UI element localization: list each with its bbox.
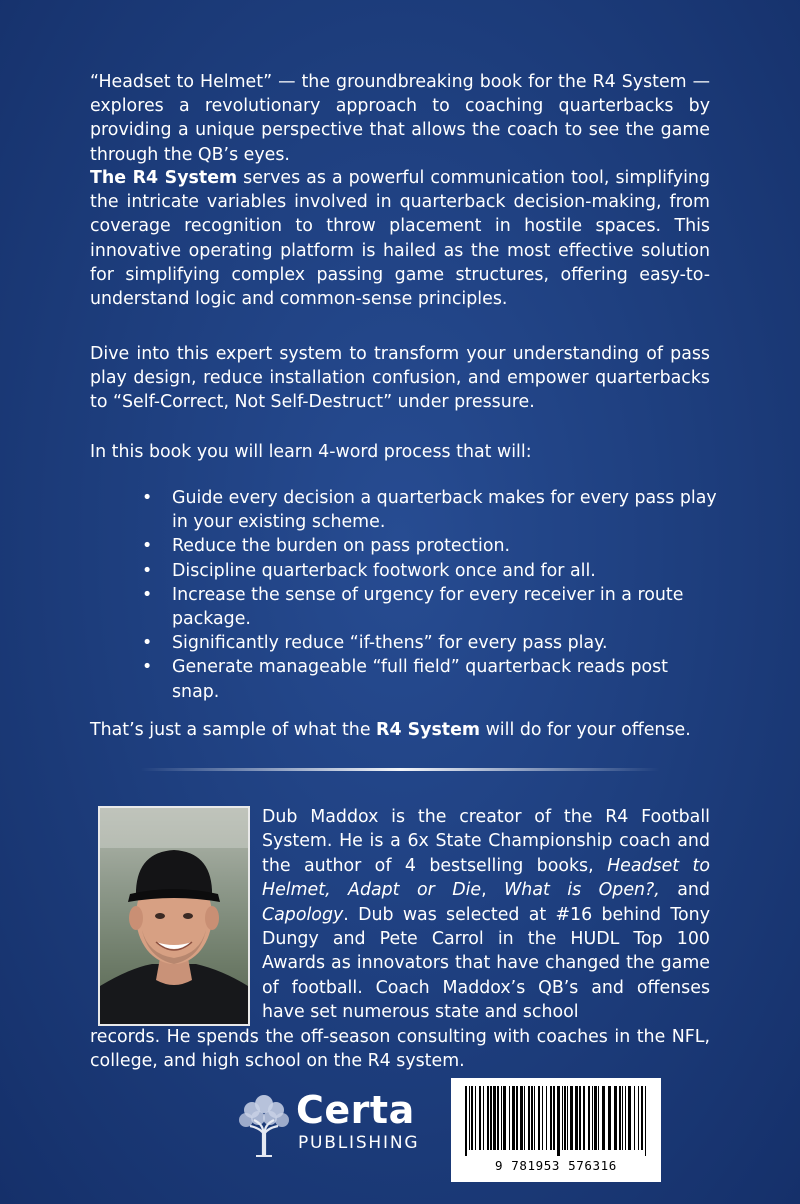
author-bio-continued: records. He spends the off-season consulting with coaches in the NFL, college, and high school on the R4 system.	[90, 1027, 710, 1072]
barcode-bar	[608, 1086, 611, 1150]
barcode-bar	[634, 1086, 635, 1150]
barcode-bar	[483, 1086, 484, 1150]
list-item-text: Reduce the burden on pass protection.	[172, 536, 511, 557]
publisher-logo	[236, 1088, 426, 1158]
list-item	[140, 631, 720, 655]
author-bio-text: Dub Maddox is the creator of the R4 Football System. He is a 6x State Championship coach and the author of 4 bestselling books,	[262, 807, 710, 876]
barcode-bar	[579, 1086, 581, 1150]
barcode-bar	[575, 1086, 578, 1150]
separator: ,	[481, 880, 505, 901]
barcode-bar	[469, 1086, 470, 1150]
barcode-bar	[598, 1086, 599, 1150]
barcode-bar	[465, 1086, 467, 1156]
barcode-bar	[524, 1086, 525, 1150]
barcode-bar	[588, 1086, 590, 1150]
barcode-bar	[557, 1086, 560, 1156]
author-bio-text: . Dub was selected at #16 behind Tony Dungy and Pete Carrol in the HUDL Top 100 Awards as innovators that have changed the game of football. Coach Maddox’s QB’s and offenses have set numerous state and school	[262, 904, 710, 1023]
divider	[140, 768, 660, 771]
closing-line	[90, 718, 710, 742]
r4-system-bold: The R4 System	[90, 168, 238, 188]
barcode-bar	[497, 1086, 499, 1150]
barcode-bar	[475, 1086, 476, 1150]
barcode-bar	[546, 1086, 547, 1150]
barcode-bar	[471, 1086, 473, 1150]
barcode-bar	[641, 1086, 643, 1150]
list-item	[140, 486, 720, 534]
author-photo	[98, 806, 250, 1026]
list-item-text: Guide every decision a quarterback makes for every pass play in your existing scheme.	[172, 488, 717, 533]
bullet-icon: •	[142, 657, 153, 678]
isbn-number: 9 781953 576316	[495, 1158, 617, 1173]
author-portrait-icon	[100, 808, 248, 1024]
barcode-bar	[490, 1086, 492, 1150]
list-item	[140, 655, 720, 703]
list-item-text: Discipline quarterback footwork once and for all.	[172, 560, 596, 581]
barcode-bar	[583, 1086, 585, 1150]
bullet-icon: •	[142, 536, 153, 557]
bullet-icon: •	[142, 488, 153, 508]
barcode-bar	[614, 1086, 617, 1150]
barcode-bar	[531, 1086, 533, 1150]
barcode-bar	[622, 1086, 623, 1150]
barcode-bar	[564, 1086, 566, 1150]
book-title: Capology	[262, 904, 344, 925]
barcode-bar	[594, 1086, 597, 1150]
intro-paragraph-3: Dive into this expert system to transform your understanding of pass play design, reduce installation confusion, and empower quarterbacks to “Self-Correct, Not Self-Destruct” under pressure.	[90, 344, 710, 413]
publisher-name: Certa	[296, 1088, 415, 1132]
barcode-bar	[625, 1086, 626, 1150]
barcode-bar	[562, 1086, 563, 1150]
tree-icon	[236, 1090, 292, 1158]
barcode-bar	[602, 1086, 605, 1150]
barcode-bar	[501, 1086, 502, 1150]
list-item	[140, 559, 720, 583]
barcode-bar	[570, 1086, 573, 1150]
closing-line-end: will do for your offense.	[480, 720, 691, 740]
barcode-bar	[592, 1086, 593, 1150]
barcode-bar	[534, 1086, 535, 1150]
barcode-bar	[528, 1086, 530, 1150]
barcode-bar	[516, 1086, 518, 1150]
barcode-bar	[542, 1086, 543, 1150]
bullet-icon: •	[142, 584, 153, 605]
list-item-text: Generate manageable “full field” quarterback reads post snap.	[172, 657, 669, 702]
barcode-bar	[619, 1086, 621, 1150]
barcode-bar	[628, 1086, 631, 1150]
author-bio	[262, 805, 710, 1025]
bullet-icon: •	[142, 633, 153, 654]
book-title: What is Open?,	[504, 880, 660, 901]
barcode-bar	[509, 1086, 510, 1150]
barcode-bar	[520, 1086, 523, 1150]
closing-line-start: That’s just a sample of what the	[90, 720, 377, 740]
barcode-bar	[550, 1086, 552, 1150]
barcode-bar	[503, 1086, 506, 1150]
intro-paragraph-2	[90, 166, 710, 311]
list-item	[140, 583, 720, 631]
barcode-bar	[638, 1086, 639, 1150]
bullet-icon: •	[142, 560, 153, 581]
barcode-bar	[479, 1086, 481, 1150]
separator: and	[659, 880, 710, 901]
book-title: Headset to Helmet, Adapt or Die	[262, 855, 710, 901]
publisher-subtitle: PUBLISHING	[298, 1133, 420, 1153]
list-item-text: Increase the sense of urgency for every receiver in a route package.	[172, 584, 684, 630]
barcode-bar	[538, 1086, 540, 1150]
barcode-bar	[512, 1086, 515, 1150]
barcode-bar	[487, 1086, 489, 1150]
intro-paragraph-1: “Headset to Helmet” — the groundbreaking book for the R4 System — explores a revolutionary approach to coaching quarterbacks by providing a unique perspective that allows the coach to see the game through the QB’s eyes.	[90, 72, 710, 165]
barcode-bar	[567, 1086, 568, 1150]
barcode-bar	[493, 1086, 496, 1150]
benefit-list	[140, 486, 720, 704]
list-item	[140, 534, 720, 558]
intro-paragraph-4: In this book you will learn 4-word process that will:	[90, 442, 532, 462]
r4-system-bold: R4 System	[376, 720, 481, 740]
intro-paragraph-2-text: serves as a powerful communication tool, simplifying the intricate variables involved in quarterback decision-making, from coverage recognition to throw placement in hostile spaces. This innovative operating platform is hailed as the most effective solution for simplifying complex passing game structures, offering easy-to-understand logic and common-sense principles.	[90, 168, 710, 310]
barcode	[451, 1078, 661, 1182]
list-item-text: Significantly reduce “if-thens” for every pass play.	[172, 633, 608, 654]
barcode-bar	[553, 1086, 555, 1150]
barcode-bar	[645, 1086, 646, 1156]
barcode-bars-icon	[451, 1078, 661, 1158]
